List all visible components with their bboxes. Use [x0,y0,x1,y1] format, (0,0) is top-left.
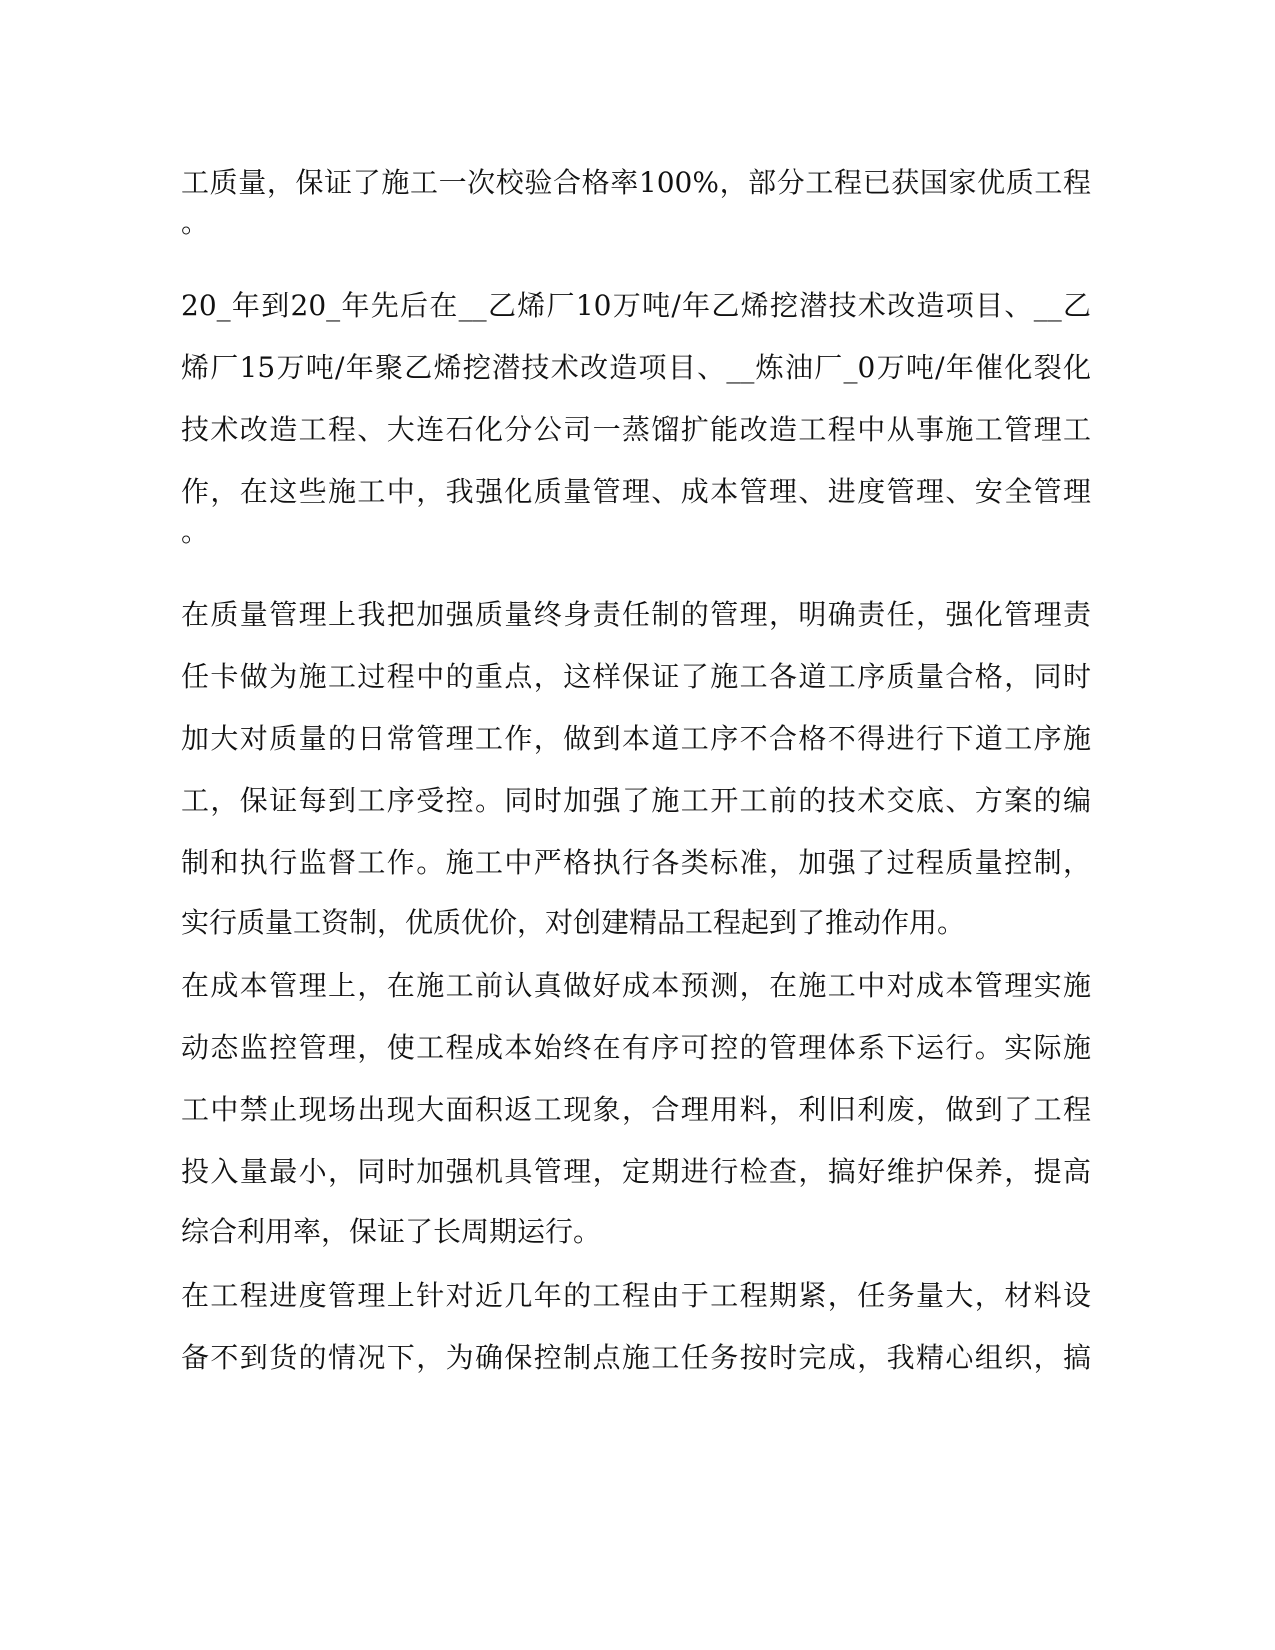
text-line: 在质量管理上我把加强质量终身责任制的管理，明确责任，强化管理责 [181,598,1091,631]
text-line: 工质量，保证了施工一次校验合格率100%，部分工程已获国家优质工程 [181,166,1091,199]
text-line: 20_年到20_年先后在__乙烯厂10万吨/年乙烯挖潜技术改造项目、__乙 [181,289,1091,322]
text-line: 烯厂15万吨/年聚乙烯挖潜技术改造项目、__炼油厂_0万吨/年催化裂化 [181,351,1091,384]
text-line: 备不到货的情况下，为确保控制点施工任务按时完成，我精心组织，搞 [181,1341,1091,1374]
text-line: 在成本管理上，在施工前认真做好成本预测，在施工中对成本管理实施 [181,969,1091,1002]
text-line: 工，保证每到工序受控。同时加强了施工开工前的技术交底、方案的编 [181,784,1091,817]
text-line: 作，在这些施工中，我强化质量管理、成本管理、进度管理、安全管理 [181,475,1091,508]
text-line: 制和执行监督工作。施工中严格执行各类标准，加强了过程质量控制， [181,846,1091,879]
text-line: 动态监控管理，使工程成本始终在有序可控的管理体系下运行。实际施 [181,1031,1091,1064]
text-line: 。 [181,515,210,548]
text-line: 加大对质量的日常管理工作，做到本道工序不合格不得进行下道工序施 [181,722,1091,755]
text-line: 工中禁止现场出现大面积返工现象，合理用料，利旧利废，做到了工程 [181,1093,1091,1126]
text-line: 。 [181,206,210,239]
text-line: 实行质量工资制，优质优价，对创建精品工程起到了推动作用。 [181,906,966,939]
text-line: 投入量最小，同时加强机具管理，定期进行检查，搞好维护保养，提高 [181,1155,1091,1188]
text-line: 在工程进度管理上针对近几年的工程由于工程期紧，任务量大，材料设 [181,1279,1091,1312]
text-line: 综合利用率，保证了长周期运行。 [181,1215,602,1248]
text-line: 技术改造工程、大连石化分公司一蒸馏扩能改造工程中从事施工管理工 [181,413,1091,446]
text-line: 任卡做为施工过程中的重点，这样保证了施工各道工序质量合格，同时 [181,660,1091,693]
